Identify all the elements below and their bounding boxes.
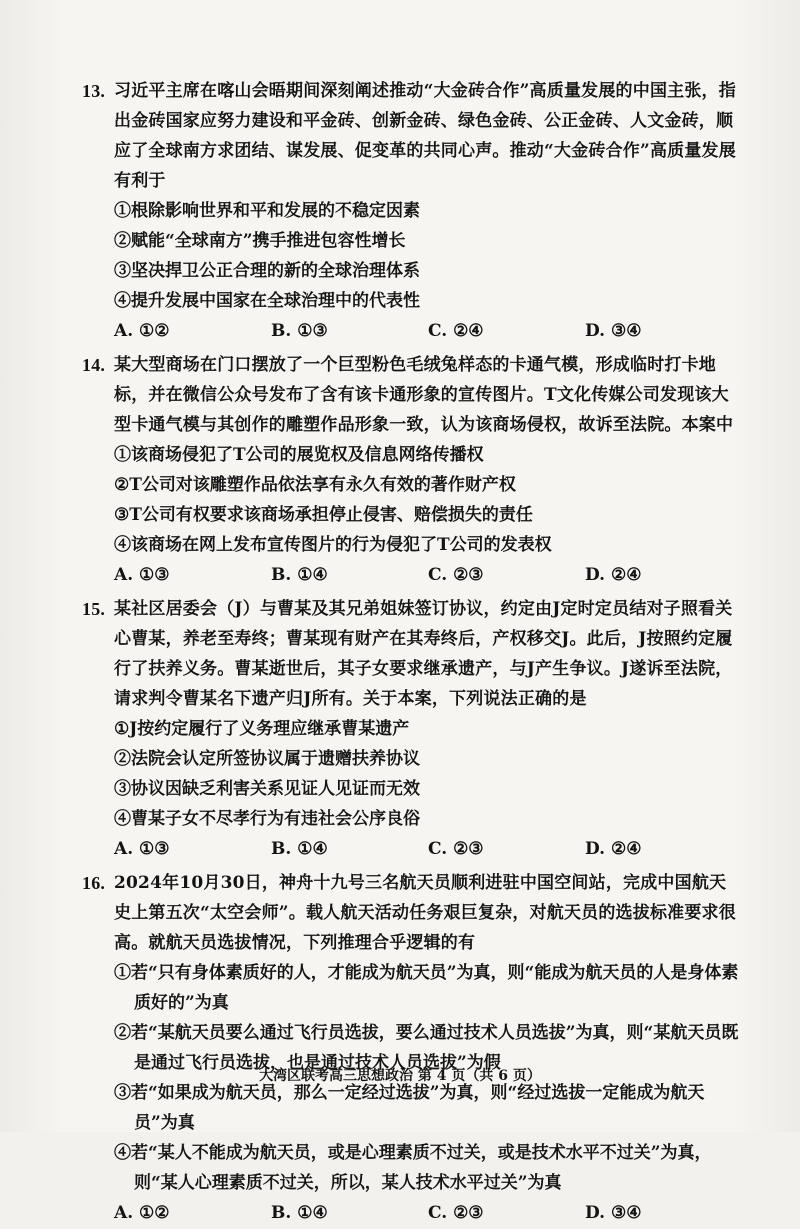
question-stem bbox=[84, 350, 742, 440]
question-text: 习近平主席在喀山会晤期间深刻阐述推动“大金砖合作”高质量发展的中国主张，指出金砖国家应努力建设和平金砖、创新金砖、绿色金砖、公正金砖、人文金砖，顺应了全球南方求团结、谋发展、促变革的共同心声。推动“大金砖合作”高质量发展有利于 bbox=[114, 81, 736, 191]
choice-b: B. ①④ bbox=[271, 839, 328, 859]
question-number: 13. bbox=[82, 81, 106, 101]
choice-a: A. ①② bbox=[114, 1203, 170, 1223]
answer-choices bbox=[84, 1198, 742, 1229]
choice-b: B. ①③ bbox=[271, 321, 328, 341]
choice-b: B. ①④ bbox=[271, 1203, 328, 1223]
question-stem bbox=[84, 594, 742, 714]
choice-c: C. ②④ bbox=[428, 321, 484, 341]
answer-choices bbox=[84, 316, 742, 347]
statement-4: ④该商场在网上发布宣传图片的行为侵犯了T公司的发表权 bbox=[114, 535, 552, 555]
choice-d: D. ③④ bbox=[585, 1203, 642, 1223]
question-text: 某社区居委会（J）与曹某及其兄弟姐妹签订协议，约定由J定时定员结对子照看关心曹某，养老至寿终；曹某现有财产在其寿终后，产权移交J。此后，J按照约定履行了扶养义务。曹某逝世后，其子女要求继承遗产，与J产生争议。J遂诉至法院，请求判令曹某名下遗产归J所有。关于本案，下列说法正确的是 bbox=[114, 599, 733, 709]
question-stem bbox=[84, 868, 742, 958]
statement-3: ③若“如果成为航天员，那么一定经过选拔”为真，则“经过选拔一定能成为航天员”为真 bbox=[114, 1083, 705, 1133]
answer-choices bbox=[84, 560, 742, 591]
statement-1: ①根除影响世界和平和发展的不稳定因素 bbox=[114, 201, 420, 221]
choice-b: B. ①④ bbox=[271, 565, 328, 585]
statement-3: ③坚决捍卫公正合理的新的全球治理体系 bbox=[114, 261, 420, 281]
statement-1: ①J按约定履行了义务理应继承曹某遗产 bbox=[114, 719, 410, 739]
statement-2: ②T公司对该雕塑作品依法享有永久有效的著作财产权 bbox=[114, 475, 516, 495]
question-14 bbox=[84, 350, 742, 591]
choice-a: A. ①② bbox=[114, 321, 170, 341]
question-13 bbox=[84, 76, 742, 347]
statement-4: ④提升发展中国家在全球治理中的代表性 bbox=[114, 291, 420, 311]
question-number: 16. bbox=[82, 873, 106, 893]
choice-c: C. ②③ bbox=[428, 1203, 484, 1223]
statement-2: ②赋能“全球南方”携手推进包容性增长 bbox=[114, 231, 406, 251]
statement-4: ④曹某子女不尽孝行为有违社会公序良俗 bbox=[114, 809, 420, 829]
choice-d: D. ②④ bbox=[585, 565, 642, 585]
choice-c: C. ②③ bbox=[428, 839, 484, 859]
question-number: 15. bbox=[82, 599, 106, 619]
choice-a: A. ①③ bbox=[114, 565, 170, 585]
choice-c: C. ②③ bbox=[428, 565, 484, 585]
choice-a: A. ①③ bbox=[114, 839, 170, 859]
statement-2: ②若“某航天员要么通过飞行员选拔，要么通过技术人员选拔”为真，则“某航天员既是通过飞行员选拔，也是通过技术人员选拔”为假 bbox=[114, 1023, 739, 1073]
statement-1: ①若“只有身体素质好的人，才能成为航天员”为真，则“能成为航天员的人是身体素质好的”为真 bbox=[114, 963, 739, 1013]
choice-d: D. ③④ bbox=[585, 321, 642, 341]
choice-d: D. ②④ bbox=[585, 839, 642, 859]
answer-choices bbox=[84, 834, 742, 865]
question-text: 某大型商场在门口摆放了一个巨型粉色毛绒兔样态的卡通气模，形成临时打卡地标，并在微信公众号发布了含有该卡通形象的宣传图片。T文化传媒公司发现该大型卡通气模与其创作的雕塑作品形象一致，认为该商场侵权，故诉至法院。本案中 bbox=[114, 355, 734, 435]
statement-3: ③T公司有权要求该商场承担停止侵害、赔偿损失的责任 bbox=[114, 505, 533, 525]
statement-4: ④若“某人不能成为航天员，或是心理素质不过关，或是技术水平不过关”为真，则“某人心理素质不过关，所以，某人技术水平过关”为真 bbox=[114, 1143, 712, 1193]
page-footer: 大湾区联考高三思想政治 第 4 页（共 6 页） bbox=[259, 1068, 541, 1084]
statement-3: ③协议因缺乏利害关系见证人见证而无效 bbox=[114, 779, 420, 799]
statement-2: ②法院会认定所签协议属于遗赠扶养协议 bbox=[114, 749, 420, 769]
question-number: 14. bbox=[82, 355, 106, 375]
question-15 bbox=[84, 594, 742, 865]
question-16 bbox=[84, 868, 742, 1229]
question-stem bbox=[84, 76, 742, 196]
statement-1: ①该商场侵犯了T公司的展览权及信息网络传播权 bbox=[114, 445, 484, 465]
question-text: 2024年10月30日，神舟十九号三名航天员顺利进驻中国空间站，完成中国航天史上第五次“太空会师”。载人航天活动任务艰巨复杂，对航天员的选拔标准要求很高。就航天员选拔情况，下列推理合乎逻辑的有 bbox=[114, 873, 736, 953]
